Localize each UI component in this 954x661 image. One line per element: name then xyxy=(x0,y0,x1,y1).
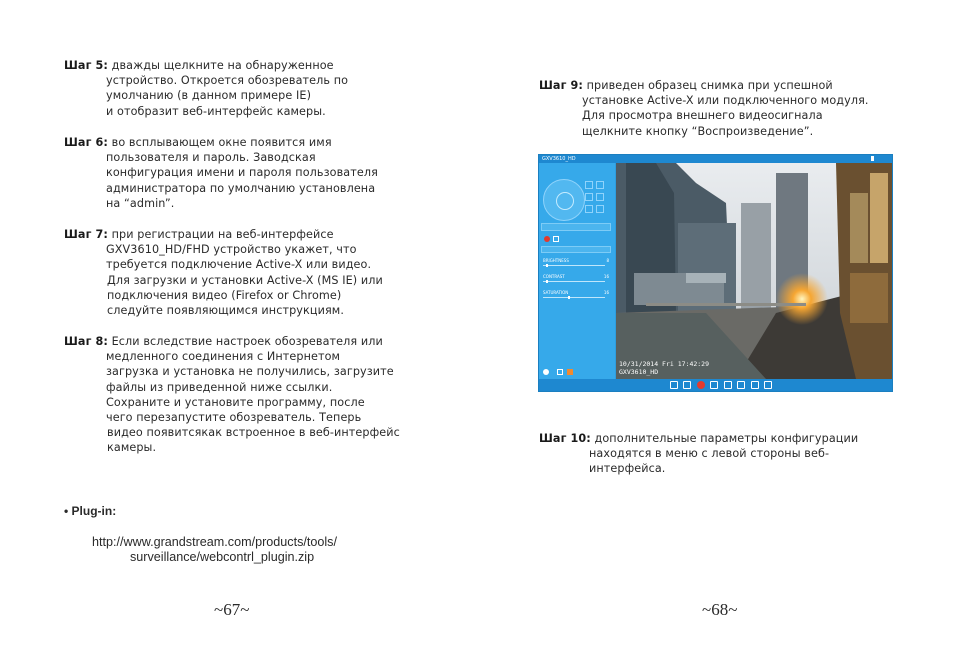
saturation-label: SATURATION xyxy=(543,290,569,295)
step-text: видео появитсякак встроенное в веб-интерфейс xyxy=(107,426,400,440)
iris-open-icon[interactable] xyxy=(585,205,593,213)
saturation-value: 16 xyxy=(603,290,609,295)
ptz-center-icon[interactable] xyxy=(556,192,574,210)
brightness-value: 8 xyxy=(606,258,609,263)
page-number: ~68~ xyxy=(702,600,738,619)
step-text: загрузка и установка не получились, загрузите xyxy=(106,365,394,379)
saturation-slider[interactable] xyxy=(543,297,605,298)
step-text: на “admin”. xyxy=(106,196,175,210)
play-icon[interactable] xyxy=(710,381,718,389)
contrast-label: CONTRAST xyxy=(543,274,565,279)
step-text: медленного соединения с Интернетом xyxy=(106,350,341,364)
video-view[interactable] xyxy=(616,163,892,379)
screenshot-title: GXV3610_HD xyxy=(542,156,576,162)
iris-close-icon[interactable] xyxy=(596,205,604,213)
step-label: Шаг 9: xyxy=(539,79,583,92)
settings-icon[interactable] xyxy=(751,381,759,389)
snapshot-icon[interactable] xyxy=(683,381,691,389)
contrast-slider-knob[interactable] xyxy=(546,280,548,283)
step-text: находятся в меню с левой стороны веб- xyxy=(589,447,830,461)
focus-near-icon[interactable] xyxy=(585,193,593,201)
step-text: GXV3610_HD/FHD устройство укажет, что xyxy=(106,243,357,257)
record-indicator-icon[interactable] xyxy=(544,236,550,242)
preset-bar[interactable] xyxy=(541,223,611,231)
saturation-slider-knob[interactable] xyxy=(568,296,570,299)
step-text: подключения видео (Firefox or Chrome) xyxy=(107,288,342,302)
step-5 xyxy=(64,58,348,119)
step-text: интерфейса. xyxy=(589,462,666,476)
step-text: дважды щелкните на обнаруженное xyxy=(111,59,334,72)
ptz-wheel[interactable] xyxy=(543,179,585,221)
step-label: Шаг 5: xyxy=(64,59,108,72)
step-text: требуется подключение Active-X или видео. xyxy=(106,258,372,272)
step-text: приведен образец снимка при успешной xyxy=(586,79,833,92)
step-text: дополнительные параметры конфигурации xyxy=(594,432,859,445)
zoom-icon[interactable] xyxy=(737,381,745,389)
plugin-label: • Plug-in: xyxy=(64,504,117,518)
plugin-url-line-2[interactable]: surveillance/webcontrl_plugin.zip xyxy=(130,550,315,564)
step-label: Шаг 6: xyxy=(64,136,108,149)
contrast-value: 16 xyxy=(603,274,609,279)
step-6 xyxy=(64,135,378,211)
page-number: ~67~ xyxy=(214,600,250,619)
osd-datetime: 10/31/2014 Fri 17:42:29 xyxy=(619,360,710,368)
audio-icon[interactable] xyxy=(543,369,549,375)
control-sidebar xyxy=(539,163,615,379)
sidebar-bottom-controls xyxy=(543,369,593,375)
osd-camera-name: GXV3610_HD xyxy=(619,368,659,376)
step-10 xyxy=(539,431,858,477)
step-text: устройство. Откроется обозреватель по xyxy=(106,74,349,88)
step-text: во всплывающем окне появится имя xyxy=(111,136,332,149)
step-text: файлы из приведенной ниже ссылки. xyxy=(106,380,333,394)
step-label: Шаг 8: xyxy=(64,335,108,348)
step-label: Шаг 7: xyxy=(64,228,108,241)
web-interface-screenshot xyxy=(538,154,893,392)
step-text: администратора по умолчанию установлена xyxy=(106,181,376,195)
step-text: установке Active-X или подключенного модуля. xyxy=(582,94,869,108)
plugin-url-line-1[interactable]: http://www.grandstream.com/products/tools/ xyxy=(92,535,337,549)
focus-far-icon[interactable] xyxy=(596,193,604,201)
step-text: умолчанию (в данном примере IE) xyxy=(106,89,312,103)
brightness-label: BRIGHTNESS xyxy=(543,258,569,263)
step-text: Для загрузки и установки Active-X (MS IE) или xyxy=(107,273,383,287)
image-settings-bar[interactable] xyxy=(541,246,611,253)
step-text: Если вследствие настроек обозревателя или xyxy=(111,335,383,348)
step-text: чего перезапустите обозреватель. Теперь xyxy=(106,411,362,425)
step-text: Для просмотра внешнего видеосигнала xyxy=(582,109,823,123)
step-text: следуйте появляющимся инструкциям. xyxy=(107,304,344,318)
step-text: конфигурация имени и пароля пользователя xyxy=(106,166,378,180)
window-icon[interactable] xyxy=(557,369,563,375)
zoom-out-icon[interactable] xyxy=(596,181,604,189)
screenshot-header xyxy=(539,155,892,163)
logout-icon[interactable] xyxy=(871,156,874,161)
contrast-slider[interactable] xyxy=(543,281,605,282)
video-toolbar xyxy=(539,379,892,391)
copy-icon[interactable] xyxy=(553,236,559,242)
brightness-slider[interactable] xyxy=(543,265,605,266)
step-9 xyxy=(539,78,869,139)
alarm-icon[interactable] xyxy=(567,369,573,375)
step-text: щелкните кнопку “Воспроизведение”. xyxy=(582,124,814,138)
step-text: Сохраните и установите программу, после xyxy=(106,395,365,409)
step-text: и отобразит веб-интерфейс камеры. xyxy=(106,104,326,118)
step-8 xyxy=(64,334,400,456)
record-icon[interactable] xyxy=(697,381,705,389)
step-text: при регистрации на веб-интерфейсе xyxy=(111,228,334,241)
camera-image xyxy=(616,163,892,379)
audio-icon[interactable] xyxy=(764,381,772,389)
step-label: Шаг 10: xyxy=(539,432,591,445)
fullscreen-icon[interactable] xyxy=(724,381,732,389)
stop-icon[interactable] xyxy=(670,381,678,389)
step-text: камеры. xyxy=(107,441,157,455)
brightness-slider-knob[interactable] xyxy=(546,264,548,267)
zoom-in-icon[interactable] xyxy=(585,181,593,189)
step-text: пользователя и пароль. Заводская xyxy=(106,151,316,165)
step-7 xyxy=(64,227,383,318)
